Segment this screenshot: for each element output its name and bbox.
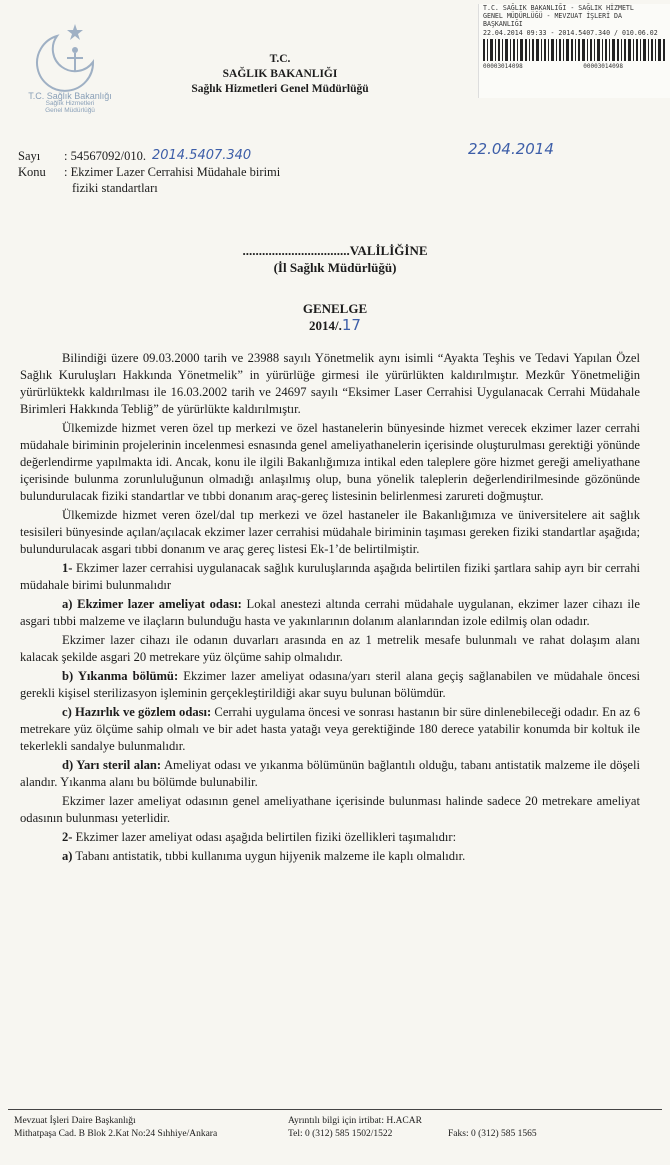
item-b-label: b) Yıkanma bölümü: xyxy=(62,669,179,683)
letterhead xyxy=(180,52,380,97)
header-tc: T.C. xyxy=(269,53,291,65)
logo-line-1: T.C. Sağlık Bakanlığı xyxy=(28,91,112,101)
handwritten-date: 22.04.2014 xyxy=(468,140,554,158)
barcode-numbers xyxy=(479,63,623,71)
sayi-label: Sayı xyxy=(18,149,41,163)
item-d-label: d) Yarı steril alan: xyxy=(62,758,162,772)
footer-fax: Faks: 0 (312) 585 1565 xyxy=(448,1129,537,1139)
item-a xyxy=(20,596,640,630)
footer-address: Mithatpaşa Cad. B Blok 2.Kat No:24 Sıhhiye/Ankara xyxy=(14,1129,218,1139)
document-meta xyxy=(18,148,280,196)
logo-line-3: Genel Müdürlüğü xyxy=(45,107,95,115)
section-2-item-a xyxy=(20,848,640,865)
logo-line-2: Sağlık Hizmetleri xyxy=(45,100,95,108)
section-1 xyxy=(20,560,640,594)
addressee-line-2: (İl Sağlık Müdürlüğü) xyxy=(273,260,397,275)
item-d xyxy=(20,757,640,791)
barcode-icon xyxy=(483,39,665,61)
section-1-number: 1- xyxy=(62,561,73,575)
konu-label: Konu xyxy=(18,165,46,179)
footer-divider xyxy=(8,1109,662,1110)
sayi-handwritten: 2014.5407.340 xyxy=(151,148,252,163)
paragraph-2: Ülkemizde hizmet veren özel tıp merkezi ve özel hastanelerin bünyesinde hizmet verecek ekzimer lazer cerrahi müdahale biriminin projelerinin incelenmesi esnasında genel ameliyathanelerin içerisinde oluşturulması gerektiği yönünde değerlendirme yapılmakta idi. Ancak, konu ile ilgili Bakanlığımıza intikal eden taleplere göre hizmet gereği ameliyathane içerisinde bulunma zorunluluğunun olmadığı anlaşılmış olup, buna yönelik taleplerin değerlendirilmesinde gözönünde bulundurulacak fiziki standartlar ve tıbbi donanım araç-gereç listesinin belirlenmesi zarureti doğmuştur. xyxy=(20,421,640,503)
document-body xyxy=(20,350,640,867)
konu-row xyxy=(18,164,280,180)
konu-line-1: : Ekzimer Lazer Cerrahisi Müdahale birimi xyxy=(64,165,281,179)
item-c-text: Cerrahi uygulama öncesi ve sonrası hastanın bir süre dinlenebileceği odadır. En az 6 metrekare yüz ölçüme sahip olmalı ve bir adet hasta yatağı veya gerektiğinde 180 derece yatabilir konumda bir koltuk ile tekerlekli sandalye bulunmalıdır. xyxy=(20,705,640,753)
stamp-line-2: GENEL MÜDÜRLÜĞÜ - MEVZUAT İŞLERİ DA xyxy=(483,12,622,21)
circular-number xyxy=(0,317,670,334)
item-d-text: Ameliyat odası ve yıkanma bölümünün bağlantılı olduğu, tabanı antistatik malzeme ile döşeli alandır. Yıkanma alanı bu bölümde bulunabilir. xyxy=(20,758,640,789)
item-c xyxy=(20,704,640,755)
konu-line-2: fiziki standartları xyxy=(72,181,158,195)
barcode-number-1: 00003014098 xyxy=(483,63,523,71)
addressee xyxy=(0,242,670,276)
section-2-text: Ekzimer lazer ameliyat odası aşağıda belirtilen fiziki özellikleri taşımalıdır: xyxy=(72,830,457,844)
footer-department: Mevzuat İşleri Daire Başkanlığı xyxy=(14,1116,136,1126)
section-2-number: 2- xyxy=(62,830,73,844)
footer-contact: Ayrıntılı bilgi için irtibat: H.ACAR xyxy=(288,1116,422,1126)
circular-heading xyxy=(0,300,670,334)
circular-number-prefix: 2014/. xyxy=(309,318,342,333)
sayi-row xyxy=(18,148,280,164)
circular-number-handwritten: 17 xyxy=(341,316,361,334)
crescent-star-icon xyxy=(35,22,105,92)
registry-stamp xyxy=(478,4,670,98)
sayi-value: : 54567092/010. xyxy=(64,149,146,163)
barcode-number-2: 00003014098 xyxy=(583,63,623,71)
section-2-item-a-label: a) xyxy=(62,849,73,863)
stamp-line-1: T.C. SAĞLIK BAKANLIĞI - SAĞLIK HİZMETL xyxy=(483,4,634,12)
item-b xyxy=(20,668,640,702)
header-ministry: SAĞLIK BAKANLIĞI xyxy=(222,68,338,80)
circular-title: GENELGE xyxy=(302,301,368,316)
paragraph-1: Bilindiği üzere 09.03.2000 tarih ve 23988 sayılı Yönetmelik aynı isimli “Ayakta Teşhis ve Tedavi Yapılan Özel Sağlık Kuruluşları Hakkında Yönetmelik” in yürürlüğe girmesi ile yürürlükten kaldırılmıştır. Mezkûr Yönetmeliğin yürürlüktekk kaldırılması ile 16.03.2002 tarih ve 24697 sayılı “Eksimer Laser Cerrahisi Uygulanacak Cerrahi Müdahale Birimleri Hakkında Tebliğ” de yürürlükte kaldırılmıştır. xyxy=(20,351,640,416)
item-c-label: c) Hazırlık ve gözlem odası: xyxy=(62,705,212,719)
section-1-text: Ekzimer lazer cerrahisi uygulanacak sağlık kuruluşlarında aşağıda belirtilen fiziki şartlara sahip ayrı bir cerrahi müdahale birimi bulunmalıdır xyxy=(20,561,640,592)
ministry-logo xyxy=(20,22,120,132)
item-a-label: a) Ekzimer lazer ameliyat odası: xyxy=(62,597,242,611)
item-b-text: Ekzimer lazer ameliyat odasına/yarı steril alana geçiş sağlanabilen ve müdahale öncesi gerekli kişisel sterilizasyon işleminin gerçekleştirildiği akar suyu bulunan bölümdür. xyxy=(20,669,640,700)
konu-row-2 xyxy=(18,180,280,196)
header-directorate: Sağlık Hizmetleri Genel Müdürlüğü xyxy=(191,83,369,95)
footer-phone: Tel: 0 (312) 585 1502/1522 xyxy=(288,1129,393,1139)
paragraph-3: Ülkemizde hizmet veren özel/dal tıp merkezi ve özel hastaneler ile Bakanlığımıza ve üniversitelere ait sağlık tesisileri bünyesinde açılan/açılacak ekzimer lazer cerrahisi müdahale biriminin taşıması gereken fiziki standartlar aşağıda; bulundurulacak asgari tıbbi donanım ve araç gereç listesi Ek-1’de belirtilmiştir. xyxy=(20,508,640,556)
item-a-text: Lokal anestezi altında cerrahi müdahale uygulanan, ekzimer lazer cihazı ile asgari tıbbi malzeme ve ilaçların bulunduğu hasta ve yakınlarının dolanım alanlarından izole edilmiş olan odadır. xyxy=(20,597,640,628)
section-2-item-a-text: Tabanı antistatik, tıbbi kullanıma uygun hijyenik malzeme ile kaplı olmalıdır. xyxy=(72,849,466,863)
stamp-line-4: 22.04.2014 09:33 - 2014.5407.340 / 010.06.02 xyxy=(483,28,658,37)
section-2 xyxy=(20,829,640,846)
paragraph-last: Ekzimer lazer ameliyat odasının genel ameliyathane içerisinde bulunması halinde sadece 20 metrekare ameliyat odasının bulunması yeterlidir. xyxy=(20,794,640,825)
stamp-line-3: BAŞKANLIĞI xyxy=(483,20,523,29)
item-a-detail: Ekzimer lazer cihazı ile odanın duvarları arasında en az 1 metrelik mesafe bulunmalı ve rahat dolaşım alanı kalacak şekilde asgari 20 metrekare yüz ölçüme sahip olmalıdır. xyxy=(20,633,640,664)
addressee-line-1: .................................VALİLİĞİNE xyxy=(242,243,428,258)
